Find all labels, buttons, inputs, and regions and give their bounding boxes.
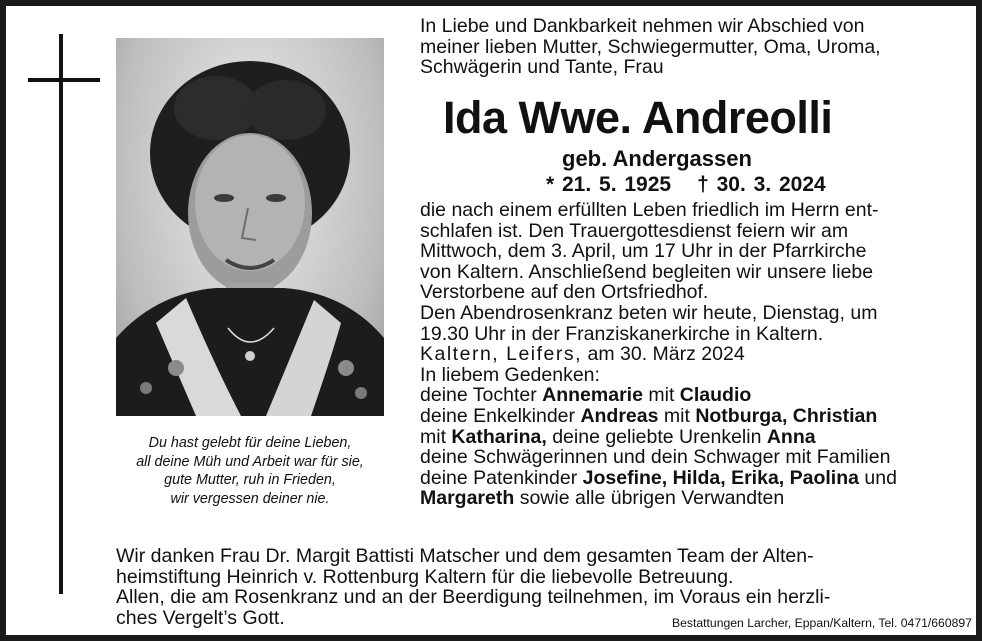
intro-text xyxy=(420,16,881,78)
birth-date: * 21. 5. 1925 xyxy=(546,173,672,196)
label: deine geliebte Urenkelin xyxy=(546,425,767,448)
announcement-line: Den Abendrosenkranz beten wir heute, Dienstag, um xyxy=(420,301,878,324)
partner-name: Katharina, xyxy=(451,425,547,448)
poem-line: Du hast gelebt für deine Lieben, xyxy=(148,435,352,451)
grandchild-name: Andreas xyxy=(580,404,659,427)
announcement-line: von Kaltern. Anschließend begleiten wir unsere liebe xyxy=(420,260,874,283)
label: sowie alle übrigen Verwandten xyxy=(514,487,785,510)
funeral-home: Bestattungen Larcher, Eppan/Kaltern, Tel. 0471/660897 xyxy=(672,616,972,630)
label: deine Tochter xyxy=(420,384,543,407)
poem-line: gute Mutter, ruh in Frieden, xyxy=(164,472,336,488)
life-dates xyxy=(546,173,852,197)
intro-line: meiner lieben Mutter, Schwiegermutter, Oma, Uroma, xyxy=(420,35,881,58)
label: mit xyxy=(420,425,452,448)
great-grandchild-name: Anna xyxy=(766,425,816,448)
label: und xyxy=(858,466,897,489)
label: mit xyxy=(642,384,680,407)
announcement-line: schlafen ist. Den Trauergottesdienst feiern wir am xyxy=(420,219,849,242)
family-great-grandchild xyxy=(420,427,897,448)
poem-line: all deine Müh und Arbeit war für sie, xyxy=(136,453,364,470)
thanks-line: ches Vergelt’s Gott. xyxy=(116,606,285,629)
label: deine Patenkinder xyxy=(420,466,583,489)
place: Kaltern, Leifers, xyxy=(420,343,583,366)
announcement-text xyxy=(420,200,897,509)
announcement-line: Verstorbene auf den Ortsfriedhof. xyxy=(420,281,709,304)
deceased-name: Ida Wwe. Andreolli xyxy=(443,92,833,143)
date: am 30. März 2024 xyxy=(587,343,745,366)
portrait-photo xyxy=(116,38,384,416)
memorial-poem xyxy=(114,434,386,508)
family-godchildren xyxy=(420,468,897,489)
death-date: † 30. 3. 2024 xyxy=(697,173,826,196)
maiden-name: geb. Andergassen xyxy=(562,146,752,171)
cross-bar xyxy=(28,78,100,82)
memory-heading: In liebem Gedenken: xyxy=(420,363,600,386)
thanks-line: Wir danken Frau Dr. Margit Battisti Matscher und dem gesamten Team der Alten- xyxy=(116,545,814,567)
partner-name: Claudio xyxy=(679,384,752,407)
poem-line: wir vergessen deiner nie. xyxy=(170,490,330,507)
announcement-line: 19.30 Uhr in der Franziskanerkirche in Kaltern. xyxy=(420,322,824,345)
label: deine Enkelkinder xyxy=(420,404,581,427)
family-daughter xyxy=(420,385,897,406)
grandchild-names: Notburga, Christian xyxy=(695,404,878,427)
godchild-name: Margareth xyxy=(420,487,515,510)
thanks-line: heimstiftung Heinrich v. Rottenburg Kaltern für die liebevolle Betreuung. xyxy=(116,565,734,588)
godchildren-names: Josefine, Hilda, Erika, Paolina xyxy=(582,466,859,489)
family-in-laws: deine Schwägerinnen und dein Schwager mit Familien xyxy=(420,446,891,469)
place-date xyxy=(420,344,897,365)
announcement-line: die nach einem erfüllten Leben friedlich im Herrn ent- xyxy=(420,199,879,221)
family-grandchildren xyxy=(420,406,897,427)
daughter-name: Annemarie xyxy=(542,384,643,407)
cross-icon xyxy=(59,34,63,594)
family-relatives xyxy=(420,488,897,509)
thanks-line: Allen, die am Rosenkranz und an der Beerdigung teilnehmen, im Voraus ein herzli- xyxy=(116,586,831,609)
intro-line: Schwägerin und Tante, Frau xyxy=(420,56,664,79)
intro-line: In Liebe und Dankbarkeit nehmen wir Abschied von xyxy=(420,15,865,37)
label: mit xyxy=(658,404,696,427)
announcement-line: Mittwoch, dem 3. April, um 17 Uhr in der Pfarrkirche xyxy=(420,240,867,263)
